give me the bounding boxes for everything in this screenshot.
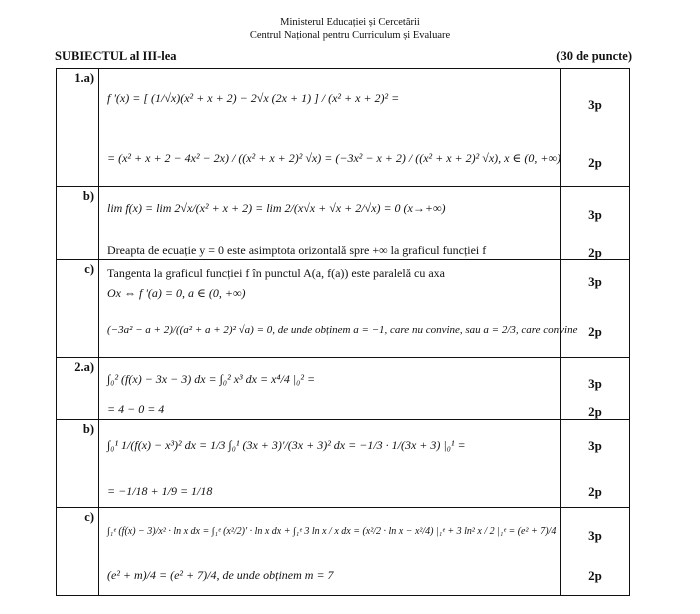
points-value: 3p xyxy=(588,207,602,222)
solution-line: lim f(x) = lim 2√x/(x² + x + 2) = lim 2/(x√x + √x + 2/√x) = 0 (x→+∞) xyxy=(107,201,446,215)
solution-line: = −1/18 + 1/9 = 1/18 xyxy=(107,484,213,498)
item-label: 1.a) xyxy=(74,71,94,85)
item-label: c) xyxy=(84,510,94,524)
points-value: 2p xyxy=(588,484,602,499)
points-value: 3p xyxy=(588,528,602,543)
grading-table xyxy=(56,68,630,596)
solution-line: Tangenta la graficul funcției f în punctul A(a, f(a)) este paralelă cu axa xyxy=(107,266,445,280)
solution-line: = (x² + x + 2 − 4x² − 2x) / ((x² + x + 2)² √x) = (−3x² − x + 2) / ((x² + x + 2)² √x), x ∈ (0, +∞) xyxy=(107,151,562,165)
points-value: 2p xyxy=(588,404,602,419)
item-label: 2.a) xyxy=(74,360,94,374)
item-label: b) xyxy=(82,422,94,436)
solution-line: (−3a² − a + 2)/((a² + a + 2)² √a) = 0, de unde obținem a = −1, care nu convine, sau a = 2/3, care convine xyxy=(107,324,578,336)
subject-points: (30 de puncte) xyxy=(556,49,632,63)
solution-line: (e² + m)/4 = (e² + 7)/4, de unde obținem m = 7 xyxy=(107,568,334,582)
table-row xyxy=(57,358,630,420)
points-value: 3p xyxy=(588,376,602,391)
item-label: c) xyxy=(84,262,94,276)
table-row xyxy=(57,187,630,260)
table-row xyxy=(57,420,630,508)
points-value: 2p xyxy=(588,568,602,583)
center-header: Centrul Național pentru Curriculum și Evaluare xyxy=(249,30,451,41)
points-value: 2p xyxy=(588,324,602,339)
points-value: 2p xyxy=(588,155,602,170)
table-row xyxy=(57,69,630,187)
solution-line: f '(x) = [ (1/√x)(x² + x + 2) − 2√x (2x + 1) ] / (x² + x + 2)² = xyxy=(107,91,400,105)
points-value: 3p xyxy=(588,97,602,112)
item-label: b) xyxy=(82,189,94,203)
points-value: 3p xyxy=(588,438,602,453)
points-value: 3p xyxy=(588,274,602,289)
ministry-header: Ministerul Educației și Cercetării xyxy=(280,17,420,28)
solution-line: Dreapta de ecuație y = 0 este asimptota orizontală spre +∞ la graficul funcției f xyxy=(107,243,487,257)
solution-line: ∫₀² (f(x) − 3x − 3) dx = ∫₀² x³ dx = x⁴/4 |₀² = xyxy=(107,372,316,386)
solution-line: ∫₁ᵉ (f(x) − 3)/x² · ln x dx = ∫₁ᵉ (x²/2)' · ln x dx + ∫₁ᵉ 3 ln x / x dx = (x²/2 · ln x − x²/4) |₁ᵉ + 3 ln² x / 2 |₁ᵉ = (e² + 7)/4 xyxy=(107,526,557,537)
subject-title: SUBIECTUL al III-lea xyxy=(55,49,177,63)
table-row xyxy=(57,260,630,358)
points-value: 2p xyxy=(588,245,602,260)
solution-line: Ox ⇔ f '(a) = 0, a ∈ (0, +∞) xyxy=(107,286,246,300)
table-row xyxy=(57,508,630,596)
solution-line: = 4 − 0 = 4 xyxy=(107,402,165,416)
solution-line: ∫₀¹ 1/(f(x) − x³)² dx = 1/3 ∫₀¹ (3x + 3)'/(3x + 3)² dx = −1/3 · 1/(3x + 3) |₀¹ = xyxy=(107,438,466,452)
